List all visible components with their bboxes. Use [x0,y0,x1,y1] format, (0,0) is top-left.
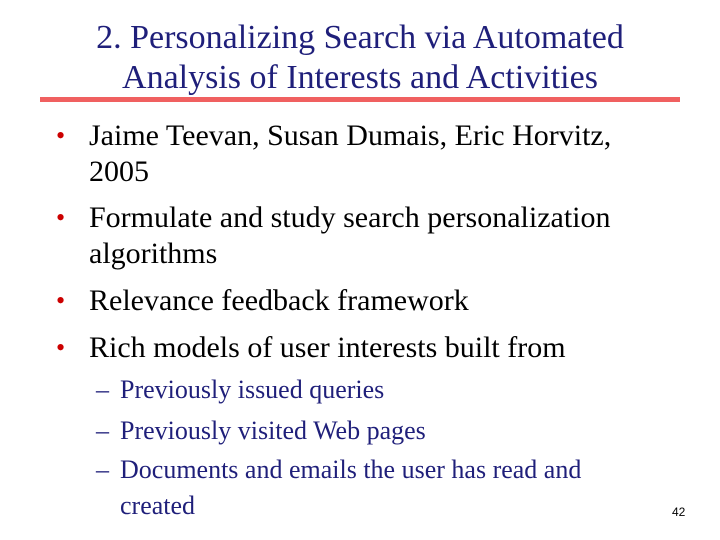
sub-bullet-text: Previously visited Web pages [120,416,426,445]
sub-bullet-documents [96,452,636,524]
bullet-item-authors [56,118,656,190]
sub-bullet-text: Previously issued queries [120,375,385,404]
bullet-text: Relevance feedback framework [89,284,469,317]
sub-bullet-marker: – [96,375,109,404]
bullet-item-algorithms [56,200,656,272]
bullet-marker: • [56,286,66,315]
bullet-marker: • [56,121,66,150]
bullet-item-rich-models [56,330,656,366]
sub-bullet-web-pages [96,413,636,449]
title-underline [40,97,680,102]
bullet-marker: • [56,203,66,232]
sub-bullet-marker: – [96,455,109,484]
page-number: 42 [672,505,686,519]
bullet-text: Jaime Teevan, Susan Dumais, Eric Horvitz, 2005 [89,119,612,188]
sub-bullet-marker: – [96,416,109,445]
bullet-item-relevance-feedback [56,283,656,319]
slide-title: 2. Personalizing Search via Automated Analysis of Interests and Activities [96,19,624,96]
bullet-text: Formulate and study search personalization algorithms [89,201,611,270]
bullet-text: Rich models of user interests built from [89,331,566,364]
sub-bullet-text: Documents and emails the user has read and created [120,455,582,520]
bullet-marker: • [56,333,66,362]
sub-bullet-queries [96,372,636,408]
